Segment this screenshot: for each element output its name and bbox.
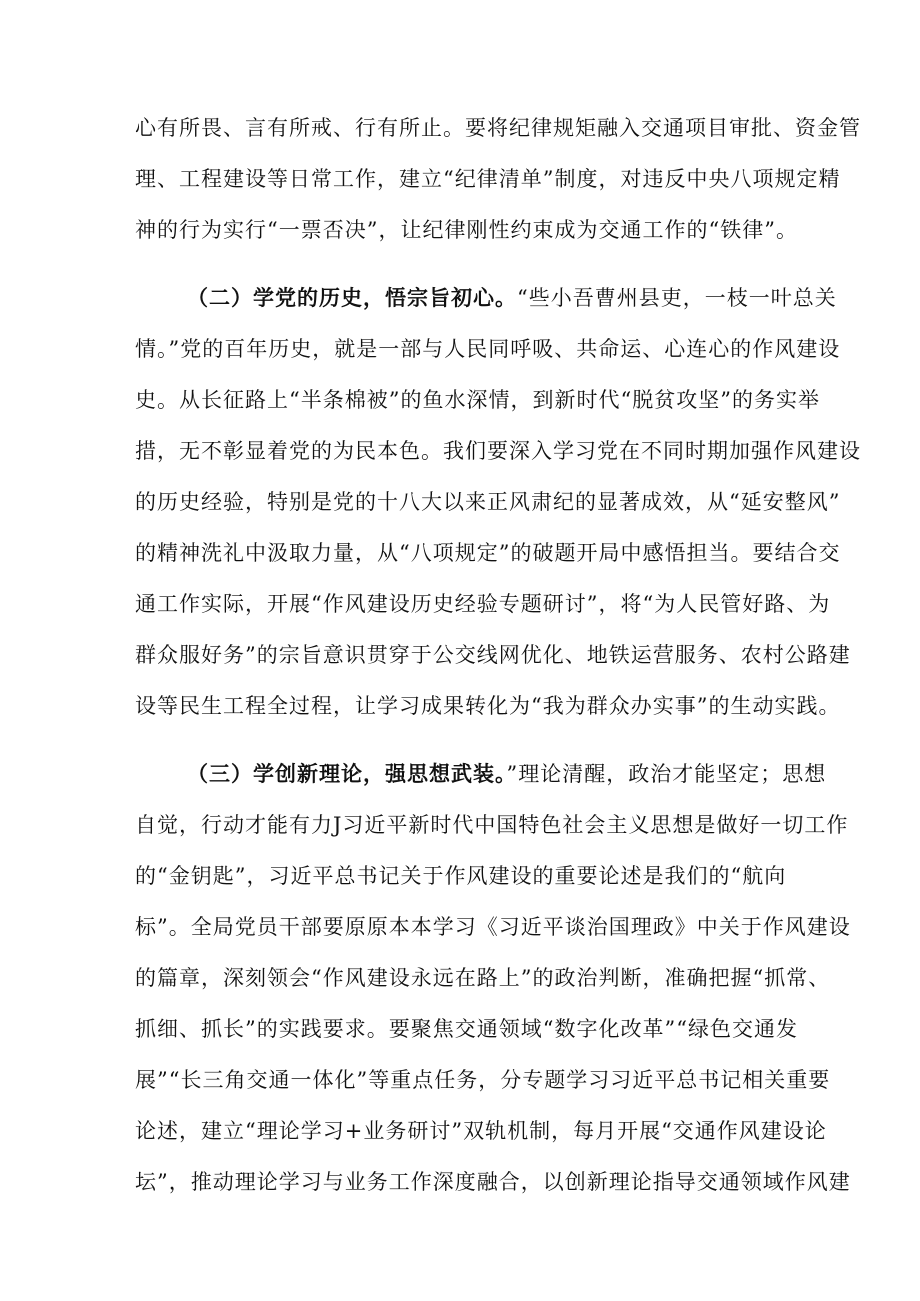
paragraph-1-line-2: 理、工程建设等日常工作，建立“纪律清单”制度，对违反中央八项规定精: [135, 167, 841, 191]
paragraph-3-line-9: 坛”，推动理论学习与业务工作深度融合，以创新理论指导交通领域作风建: [135, 1170, 851, 1194]
paragraph-3-first-line: [187, 760, 827, 788]
paragraph-2-line-5: 的历史经验，特别是党的十八大以来正风肃纪的显著成效，从“延安整风”: [135, 490, 841, 514]
paragraph-3-line-3: 的“金钥匙”，习近平总书记关于作风建设的重要论述是我们的“航向: [135, 864, 787, 888]
paragraph-3-line-5: 的篇章，深刻领会“作风建设永远在路上”的政治判断，准确把握“抓常、: [135, 966, 831, 990]
section-heading-2: （二）学党的历史，悟宗旨初心。: [187, 285, 517, 310]
paragraph-3-line-7: 展”“长三角交通一体化”等重点任务，分专题学习习近平总书记相关重要: [135, 1068, 831, 1092]
paragraph-2-first-line: [187, 284, 837, 312]
section-heading-3: （三）学创新理论，强思想武装。: [187, 761, 507, 786]
paragraph-3-line-8: 论述，建立“理论学习+业务研讨”双轨机制，每月开展“交通作风建设论: [135, 1119, 827, 1143]
paragraph-2-line-1-text: “些小吾曹州县吏，一枝一叶总关: [517, 286, 837, 310]
paragraph-3-line-2: 自觉，行动才能有力J习近平新时代中国特色社会主义思想是做好一切工作: [135, 813, 849, 837]
paragraph-3-line-1-text: ”理论清醒，政治才能坚定；思想: [506, 762, 827, 786]
paragraph-1-line-1: 心有所畏、言有所戒、行有所止。要将纪律规矩融入交通项目审批、资金管: [135, 116, 861, 140]
paragraph-2-line-3: 史。从长征路上“半条棉被”的鱼水深情，到新时代“脱贫攻坚”的务实举: [135, 388, 820, 412]
paragraph-2-line-8: 群众服好务”的宗旨意识贯穿于公交线网优化、地铁运营服务、农村公路建: [135, 643, 851, 667]
paragraph-3-line-4: 标”。全局党员干部要原原本本学习《习近平谈治国理政》中关于作风建设: [135, 915, 851, 939]
paragraph-2-line-9: 设等民生工程全过程，让学习成果转化为“我为群众办实事”的生动实践。: [135, 694, 841, 718]
paragraph-1-line-3: 神的行为实行“一票否决”，让纪律刚性约束成为交通工作的“铁律”。: [135, 218, 798, 242]
paragraph-2-line-7: 通工作实际，开展“作风建设历史经验专题研讨”，将“为人民管好路、为: [135, 592, 831, 616]
paragraph-2-line-6: 的精神洗礼中汲取力量，从“八项规定”的破题开局中感悟担当。要结合交: [135, 541, 841, 565]
paragraph-2-line-2: 情。”党的百年历史，就是一部与人民同呼吸、共命运、心连心的作风建设: [135, 337, 841, 361]
paragraph-3-line-6: 抓细、抓长”的实践要求。要聚焦交通领域“数字化改革”“绿色交通发: [135, 1017, 798, 1041]
paragraph-2-line-4: 措，无不彰显着党的为民本色。我们要深入学习党在不同时期加强作风建设: [135, 439, 861, 463]
